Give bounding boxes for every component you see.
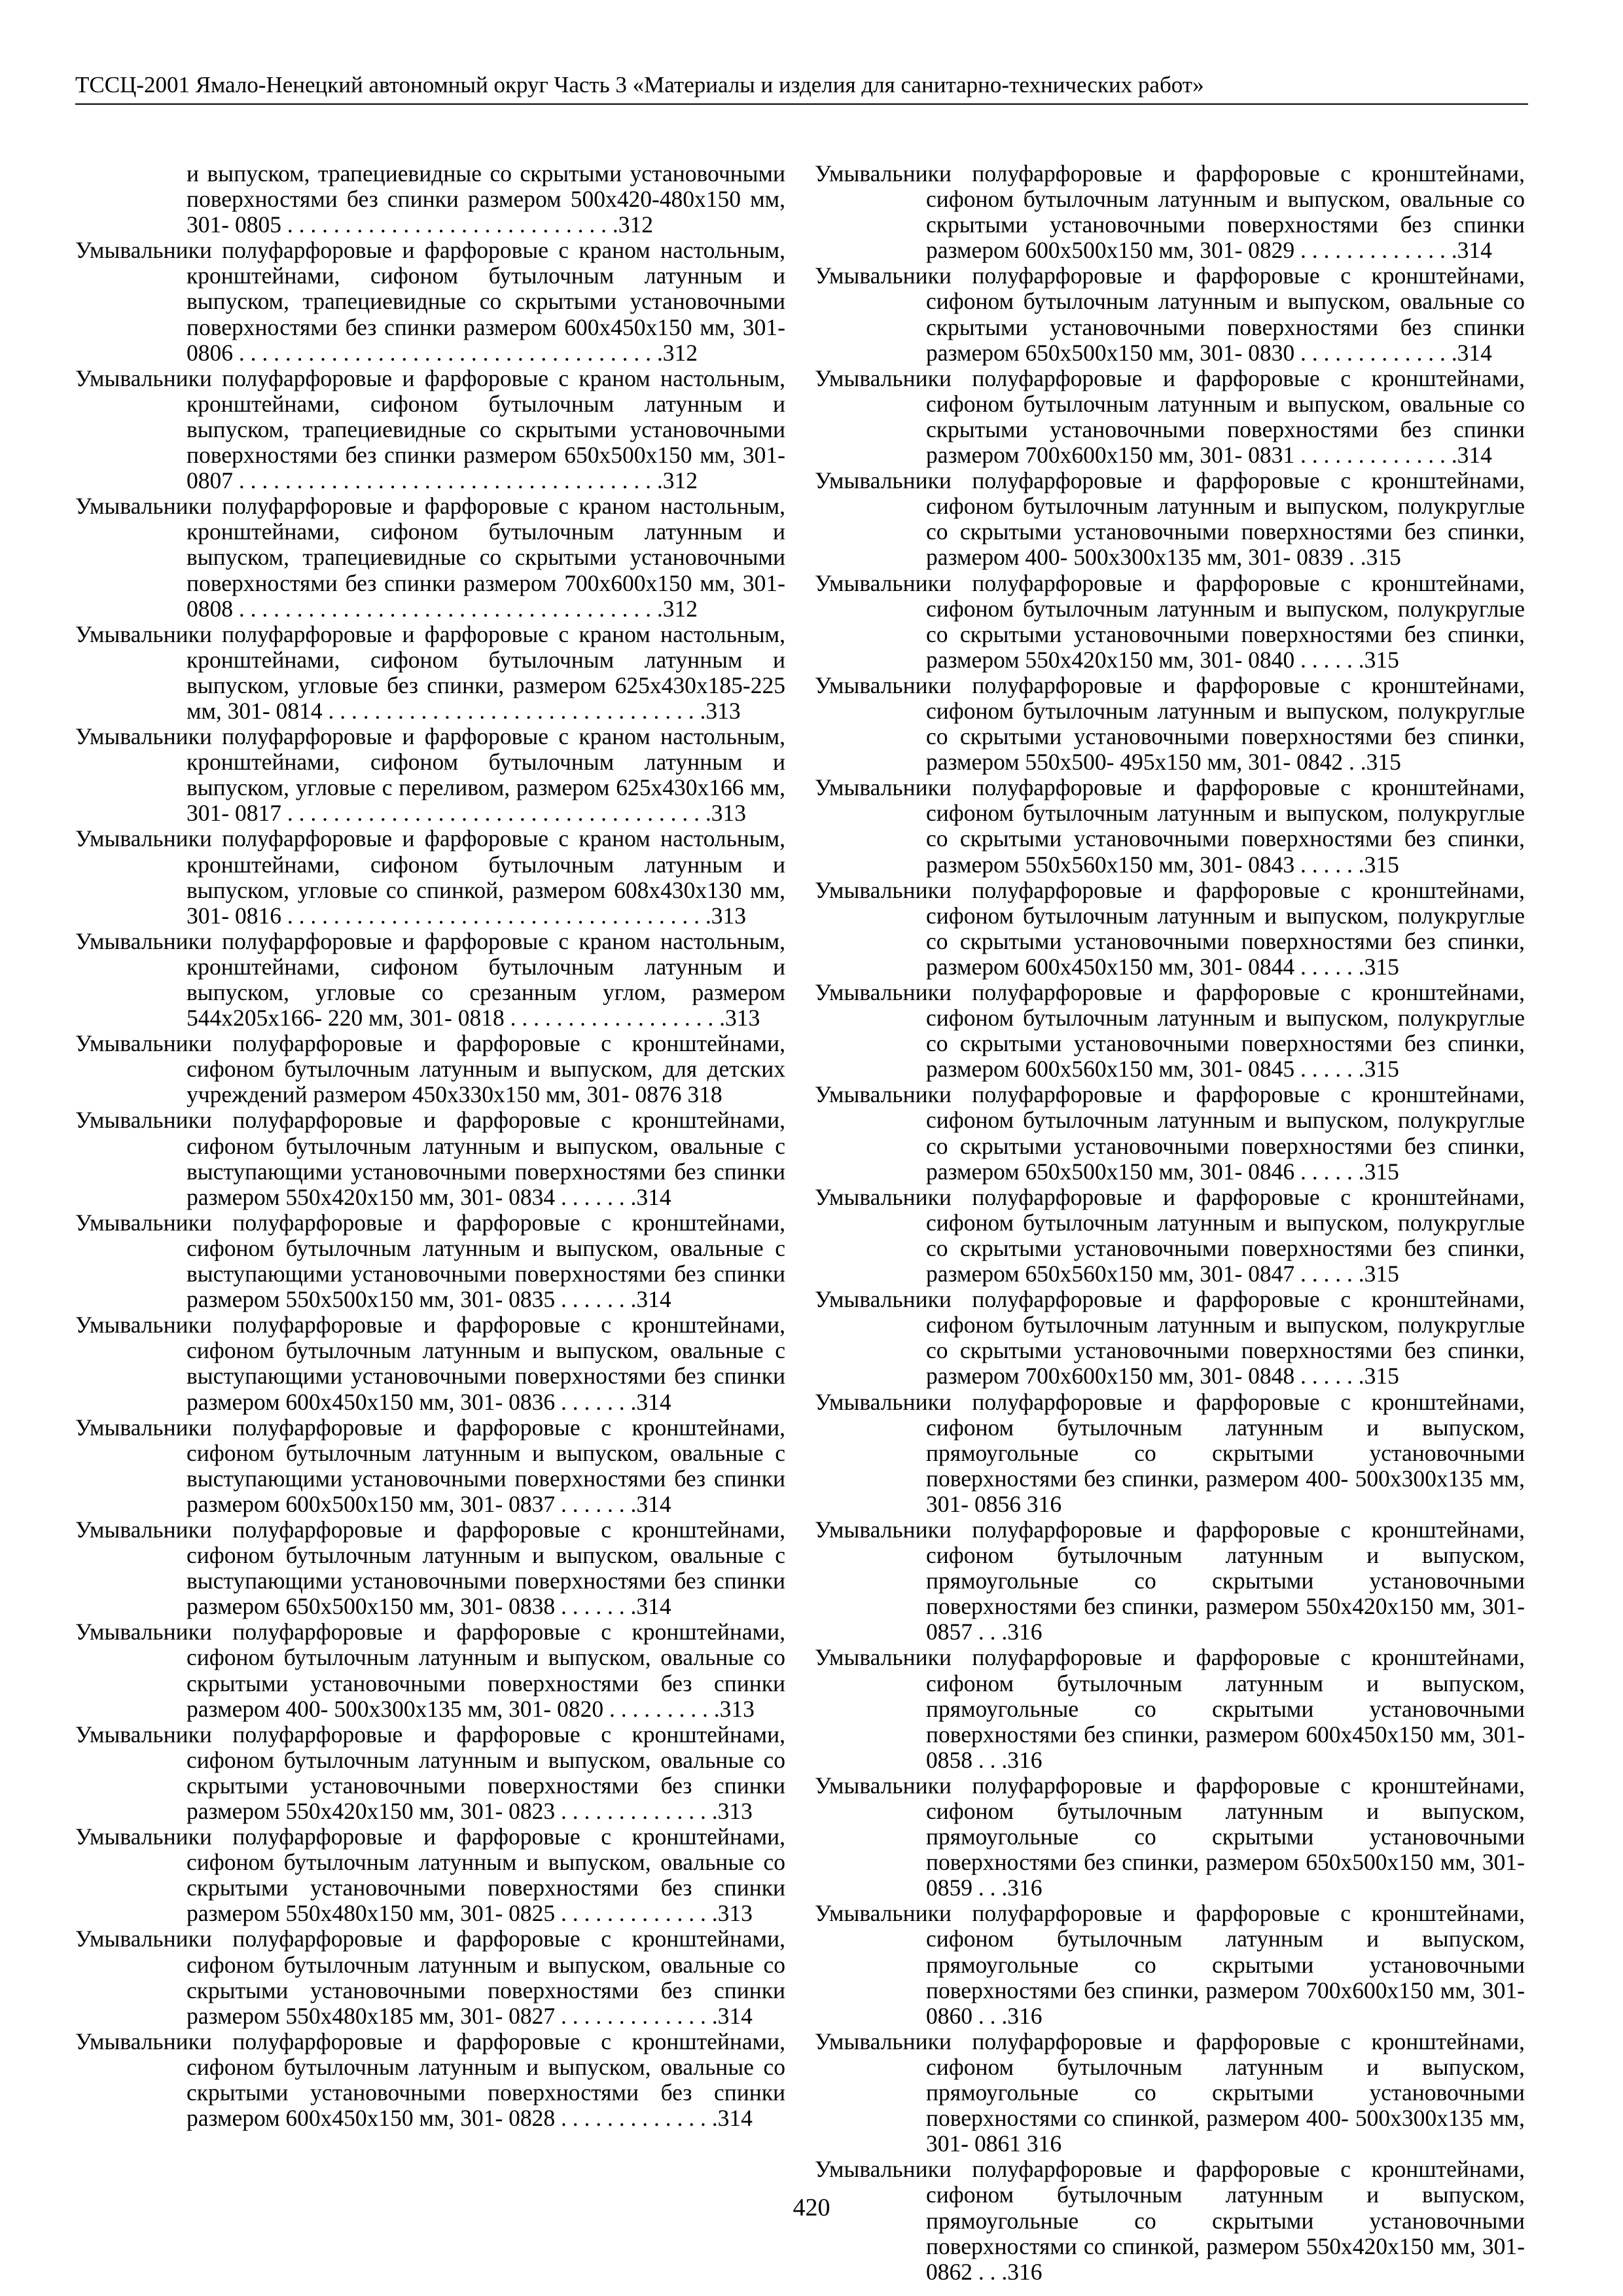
entry-text: Умывальники полуфарфоровые и фарфоровые с кронштейнами, сифоном бутылочным латунным и выпуском, прямоугольные со скрытыми установочными поверхностями со спинкой, размером 550х420х150 мм, 301- 0862 <box>815 2156 1525 2285</box>
entry-page-ref: 314 <box>1457 442 1492 469</box>
index-entry <box>815 980 1525 1082</box>
entry-text: Умывальники полуфарфоровые и фарфоровые с краном настольным, кронштейнами, сифоном бутылочным латунным и выпуском, трапециевидные со скрытыми установочными поверхностями без спинки размером 650х500х150 мм, 301- 0807 <box>75 365 785 494</box>
index-entry <box>75 929 785 1031</box>
index-entry <box>75 724 785 826</box>
entry-text: Умывальники полуфарфоровые и фарфоровые с кронштейнами, сифоном бутылочным латунным и выпуском, овальные со скрытыми установочными поверхностями без спинки размером 550х420х150 мм, 301- 0823 <box>75 1721 785 1824</box>
index-entry <box>815 1185 1525 1287</box>
index-entry <box>815 1773 1525 1901</box>
entry-text: Умывальники полуфарфоровые и фарфоровые с кронштейнами, сифоном бутылочным латунным и выпуском, овальные с выступающими установочными поверхностями без спинки размером 550х500х150 мм, 301- 0835 <box>75 1209 785 1313</box>
entry-page-ref: 314 <box>636 1183 671 1210</box>
entry-page-ref: 314 <box>636 1593 671 1620</box>
leader-dots: . . . . . . . . . . . . . . . . . . . . . . . . . . . . . . . . . . . . . <box>233 339 663 366</box>
leader-dots: . . . . . . <box>1294 1158 1364 1185</box>
entry-text: Умывальники полуфарфоровые и фарфоровые с кронштейнами, сифоном бутылочным латунным и выпуском, прямоугольные со скрытыми установочными поверхностями со спинкой, размером 400- 500х300х135 мм, 301- 0861 316 <box>815 2028 1525 2157</box>
entry-page-ref: 314 <box>636 1286 671 1313</box>
entry-text: Умывальники полуфарфоровые и фарфоровые с кронштейнами, сифоном бутылочным латунным и выпуском, овальные со скрытыми установочными поверхностями без спинки размером 550х480х150 мм, 301- 0825 <box>75 1823 785 1927</box>
leader-dots: . . <box>1343 749 1366 776</box>
leader-dots: . . . . . . <box>1294 646 1364 673</box>
leader-dots: . . . . . . . . . . . . . . <box>555 1900 718 1927</box>
index-entry <box>75 1210 785 1312</box>
index-entry <box>815 1390 1525 1517</box>
index-entry <box>75 238 785 365</box>
index-entry <box>75 366 785 493</box>
entry-page-ref: 315 <box>1364 1056 1399 1083</box>
entry-page-ref: 312 <box>618 211 653 238</box>
entry-page-ref: 314 <box>636 1490 671 1517</box>
leader-dots: . . . . . . . . . . . . . . <box>1294 237 1457 264</box>
entry-text: Умывальники полуфарфоровые и фарфоровые с кронштейнами, сифоном бутылочным латунным и выпуском, овальные со скрытыми установочными поверхностями без спинки размером 650х500х150 мм, 301- 0830 <box>815 262 1525 366</box>
page-header: ТССЦ-2001 Ямало-Ненецкий автономный округ Часть 3 «Материалы и изделия для санитарно-технических работ» <box>75 72 1204 98</box>
index-entry <box>815 673 1525 775</box>
entry-page-ref: 312 <box>662 339 698 366</box>
entry-text: Умывальники полуфарфоровые и фарфоровые с кронштейнами, сифоном бутылочным латунным и выпуском, прямоугольные со скрытыми установочными поверхностями без спинки, размером 650х500х150 мм, 301- 0859 <box>815 1772 1525 1901</box>
entry-page-ref: 314 <box>1457 237 1492 264</box>
entry-page-ref: 314 <box>717 2002 753 2029</box>
entry-page-ref: 315 <box>1364 646 1399 673</box>
entry-page-ref: 316 <box>1007 2258 1043 2285</box>
entry-text: Умывальники полуфарфоровые и фарфоровые с кронштейнами, сифоном бутылочным латунным и выпуском, овальные со скрытыми установочными поверхностями без спинки размером 600х500х150 мм, 301- 0829 <box>815 160 1525 264</box>
entry-page-ref: 312 <box>662 595 698 622</box>
leader-dots: . . . . . . . . . . . . . . . . . . . . . . . . . . . . . . . . . . . . . <box>281 902 711 929</box>
leader-dots: . . . . . . . <box>555 1490 637 1517</box>
index-entry <box>75 1517 785 1619</box>
right-column <box>815 161 1525 2285</box>
leader-dots: . . . . . . <box>1294 1056 1364 1083</box>
entry-page-ref: 316 <box>1007 1874 1043 1901</box>
entry-text: Умывальники полуфарфоровые и фарфоровые с краном настольным, кронштейнами, сифоном бутылочным латунным и выпуском, угловые со спинкой, размером 608х430х130 мм, 301- 0816 <box>75 825 785 929</box>
index-entry <box>815 1517 1525 1645</box>
leader-dots: . . . . . . . . . . . . . . <box>1294 339 1457 366</box>
leader-dots: . . . . . . <box>1294 851 1364 878</box>
leader-dots: . . . . . . . . . . . . . . <box>1294 442 1457 469</box>
index-entry <box>75 2029 785 2131</box>
entry-text: Умывальники полуфарфоровые и фарфоровые с краном настольным, кронштейнами, сифоном бутылочным латунным и выпуском, угловые с переливом, размером 625х430х166 мм, 301- 0817 <box>75 723 785 827</box>
entry-text: Умывальники полуфарфоровые и фарфоровые с кронштейнами, сифоном бутылочным латунным и выпуском, полукруглые со скрытыми установочными поверхностями без спинки, размером 550х500- 495х150 мм, 301- 0842 <box>815 672 1525 776</box>
entry-text: и выпуском, трапециевидные со скрытыми установочными поверхностями без спинки размером 500х420-480х150 мм, 301- 0805 <box>187 160 785 238</box>
leader-dots: . . . <box>972 1874 1008 1901</box>
index-entry <box>75 1107 785 1210</box>
index-entry <box>815 1645 1525 1772</box>
index-entry <box>75 493 785 621</box>
leader-dots: . . . . . . . . . . <box>603 1695 720 1722</box>
entry-page-ref: 313 <box>711 800 746 827</box>
index-entry <box>815 468 1525 570</box>
entry-text: Умывальники полуфарфоровые и фарфоровые с кронштейнами, сифоном бутылочным латунным и выпуском, прямоугольные со скрытыми установочными поверхностями без спинки, размером 400- 500х300х135 мм, 301- 0856 316 <box>815 1388 1525 1517</box>
entry-page-ref: 314 <box>717 2105 753 2132</box>
leader-dots: . . . <box>972 2002 1008 2029</box>
leader-dots: . . . . . . . . . . . . . . . . . . . . . . . . . . . . . . . . . <box>322 697 706 724</box>
header-divider <box>75 103 1528 105</box>
entry-text: Умывальники полуфарфоровые и фарфоровые с кронштейнами, сифоном бутылочным латунным и выпуском, полукруглые со скрытыми установочными поверхностями без спинки, размером 700х600х150 мм, 301- 0848 <box>815 1286 1525 1390</box>
leader-dots: . . . . . . . . . . . . . . . . . . . . . . . . . . . . . . . . . . . . . <box>281 800 711 827</box>
index-entry <box>815 161 1525 263</box>
leader-dots: . . . . . . . <box>555 1593 637 1620</box>
leader-dots: . . . . . . <box>1294 1261 1364 1287</box>
entry-text: Умывальники полуфарфоровые и фарфоровые с кронштейнами, сифоном бутылочным латунным и выпуском, полукруглые со скрытыми установочными поверхностями без спинки, размером 600х560х150 мм, 301- 0845 <box>815 979 1525 1083</box>
index-entry <box>815 1287 1525 1389</box>
leader-dots: . . . . . . . . . . . . . . . . . . . . . . . . . . . . . <box>281 211 618 238</box>
index-entry <box>815 1901 1525 2028</box>
entry-text: Умывальники полуфарфоровые и фарфоровые с кронштейнами, сифоном бутылочным латунным и выпуском, овальные со скрытыми установочными поверхностями без спинки размером 700х600х150 мм, 301- 0831 <box>815 365 1525 469</box>
index-entry <box>815 366 1525 468</box>
leader-dots: . . . . . . . . . . . . . . <box>555 2105 718 2132</box>
entry-text: Умывальники полуфарфоровые и фарфоровые с кронштейнами, сифоном бутылочным латунным и выпуском, овальные с выступающими установочными поверхностями без спинки размером 600х450х150 мм, 301- 0836 <box>75 1312 785 1415</box>
index-entry <box>75 1031 785 1107</box>
entry-text: Умывальники полуфарфоровые и фарфоровые с кронштейнами, сифоном бутылочным латунным и выпуском, полукруглые со скрытыми установочными поверхностями без спинки, размером 650х500х150 мм, 301- 0846 <box>815 1081 1525 1185</box>
index-entry <box>815 263 1525 365</box>
entry-text: Умывальники полуфарфоровые и фарфоровые с кронштейнами, сифоном бутылочным латунным и выпуском, для детских учреждений размером 450х330х150 мм, 301- 0876 318 <box>75 1030 785 1108</box>
entry-page-ref: 315 <box>1364 953 1399 980</box>
index-entry <box>75 1312 785 1414</box>
index-entry <box>75 622 785 724</box>
entry-page-ref: 315 <box>1364 851 1399 878</box>
entry-page-ref: 315 <box>1364 1158 1399 1185</box>
entry-text: Умывальники полуфарфоровые и фарфоровые с краном настольным, кронштейнами, сифоном бутылочным латунным и выпуском, трапециевидные со скрытыми установочными поверхностями без спинки размером 700х600х150 мм, 301- 0808 <box>75 493 785 622</box>
entry-text: Умывальники полуфарфоровые и фарфоровые с краном настольным, кронштейнами, сифоном бутылочным латунным и выпуском, угловые без спинки, размером 625х430х185-225 мм, 301- 0814 <box>75 620 785 724</box>
index-entry <box>75 161 785 238</box>
entry-page-ref: 316 <box>1007 1619 1043 1645</box>
entry-text: Умывальники полуфарфоровые и фарфоровые с кронштейнами, сифоном бутылочным латунным и выпуском, полукруглые со скрытыми установочными поверхностями без спинки, размером 550х560х150 мм, 301- 0843 <box>815 774 1525 878</box>
leader-dots: . . . . . . . <box>555 1183 637 1210</box>
entry-text: Умывальники полуфарфоровые и фарфоровые с краном настольным, кронштейнами, сифоном бутылочным латунным и выпуском, трапециевидные со скрытыми установочными поверхностями без спинки размером 600х450х150 мм, 301- 0806 <box>75 237 785 366</box>
entry-text: Умывальники полуфарфоровые и фарфоровые с краном настольным, кронштейнами, сифоном бутылочным латунным и выпуском, угловые со срезанным углом, размером 544х205х166- 220 мм, 301- 0818 <box>75 927 785 1031</box>
entry-page-ref: 316 <box>1007 1746 1043 1773</box>
entry-page-ref: 313 <box>717 1900 753 1927</box>
entry-page-ref: 313 <box>724 1005 760 1031</box>
index-entry <box>75 1926 785 2028</box>
entry-text: Умывальники полуфарфоровые и фарфоровые с кронштейнами, сифоном бутылочным латунным и выпуском, полукруглые со скрытыми установочными поверхностями без спинки, размером 650х560х150 мм, 301- 0847 <box>815 1183 1525 1287</box>
entry-text: Умывальники полуфарфоровые и фарфоровые с кронштейнами, сифоном бутылочным латунным и выпуском, полукруглые со скрытыми установочными поверхностями без спинки, размером 600х450х150 мм, 301- 0844 <box>815 876 1525 980</box>
entry-text: Умывальники полуфарфоровые и фарфоровые с кронштейнами, сифоном бутылочным латунным и выпуском, прямоугольные со скрытыми установочными поверхностями без спинки, размером 550х420х150 мм, 301- 0857 <box>815 1516 1525 1645</box>
leader-dots: . . . . . . . . . . . . . . . . . . . . . . . . . . . . . . . . . . . . . <box>233 595 663 622</box>
leader-dots: . . <box>1343 544 1366 571</box>
entry-page-ref: 313 <box>717 1798 753 1824</box>
entry-text: Умывальники полуфарфоровые и фарфоровые с кронштейнами, сифоном бутылочным латунным и выпуском, полукруглые со скрытыми установочными поверхностями без спинки, размером 400- 500х300х135 мм, 301- 0839 <box>815 467 1525 571</box>
entry-page-ref: 314 <box>1457 339 1492 366</box>
leader-dots: . . . <box>972 2258 1008 2285</box>
entry-text: Умывальники полуфарфоровые и фарфоровые с кронштейнами, сифоном бутылочным латунным и выпуском, овальные с выступающими установочными поверхностями без спинки размером 600х500х150 мм, 301- 0837 <box>75 1414 785 1517</box>
leader-dots: . . . . . . . . . . . . . . . . . . . . . . . . . . . . . . . . . . . . . <box>233 467 663 494</box>
leader-dots: . . . <box>972 1619 1008 1645</box>
entry-page-ref: 315 <box>1366 749 1401 776</box>
leader-dots: . . . . . . . <box>555 1388 637 1415</box>
leader-dots: . . . . . . . <box>555 1286 637 1313</box>
index-entry <box>75 1722 785 1824</box>
entry-page-ref: 313 <box>711 902 746 929</box>
entry-page-ref: 316 <box>1007 2002 1043 2029</box>
entry-page-ref: 312 <box>662 467 698 494</box>
entry-page-ref: 313 <box>719 1695 755 1722</box>
index-entry <box>75 1824 785 1926</box>
leader-dots: . . . <box>972 1746 1008 1773</box>
index-entry <box>815 571 1525 673</box>
left-column <box>75 161 785 2131</box>
page-number: 420 <box>793 2194 830 2221</box>
leader-dots: . . . . . . . . . . . . . . <box>555 2002 718 2029</box>
leader-dots: . . . . . . <box>1294 1363 1364 1390</box>
entry-page-ref: 315 <box>1366 544 1401 571</box>
index-entry <box>815 1082 1525 1184</box>
index-entry <box>75 1619 785 1721</box>
index-entry <box>75 826 785 928</box>
entry-text: Умывальники полуфарфоровые и фарфоровые с кронштейнами, сифоном бутылочным латунным и выпуском, полукруглые со скрытыми установочными поверхностями без спинки, размером 550х420х150 мм, 301- 0840 <box>815 569 1525 673</box>
entry-page-ref: 315 <box>1364 1363 1399 1390</box>
entry-text: Умывальники полуфарфоровые и фарфоровые с кронштейнами, сифоном бутылочным латунным и выпуском, овальные со скрытыми установочными поверхностями без спинки размером 400- 500х300х135 мм, 301- 0820 <box>75 1619 785 1722</box>
leader-dots: . . . . . . <box>1294 953 1364 980</box>
entry-text: Умывальники полуфарфоровые и фарфоровые с кронштейнами, сифоном бутылочным латунным и выпуском, прямоугольные со скрытыми установочными поверхностями без спинки, размером 600х450х150 мм, 301- 0858 <box>815 1644 1525 1773</box>
entry-page-ref: 315 <box>1364 1261 1399 1287</box>
index-entry <box>75 1415 785 1517</box>
index-entry <box>815 2029 1525 2157</box>
entry-text: Умывальники полуфарфоровые и фарфоровые с кронштейнами, сифоном бутылочным латунным и выпуском, овальные с выступающими установочными поверхностями без спинки размером 550х420х150 мм, 301- 0834 <box>75 1107 785 1210</box>
entry-text: Умывальники полуфарфоровые и фарфоровые с кронштейнами, сифоном бутылочным латунным и выпуском, овальные со скрытыми установочными поверхностями без спинки размером 550х480х185 мм, 301- 0827 <box>75 1926 785 2029</box>
leader-dots: . . . . . . . . . . . . . . <box>555 1798 718 1824</box>
entry-page-ref: 314 <box>636 1388 671 1415</box>
leader-dots: . . . . . . . . . . . . . . . . . . . <box>504 1005 725 1031</box>
entry-text: Умывальники полуфарфоровые и фарфоровые с кронштейнами, сифоном бутылочным латунным и выпуском, прямоугольные со скрытыми установочными поверхностями без спинки, размером 700х600х150 мм, 301- 0860 <box>815 1900 1525 2029</box>
entry-text: Умывальники полуфарфоровые и фарфоровые с кронштейнами, сифоном бутылочным латунным и выпуском, овальные со скрытыми установочными поверхностями без спинки размером 600х450х150 мм, 301- 0828 <box>75 2028 785 2132</box>
entry-text: Умывальники полуфарфоровые и фарфоровые с кронштейнами, сифоном бутылочным латунным и выпуском, овальные с выступающими установочными поверхностями без спинки размером 650х500х150 мм, 301- 0838 <box>75 1516 785 1620</box>
index-entry <box>815 775 1525 877</box>
index-entry <box>815 878 1525 980</box>
entry-page-ref: 313 <box>705 697 741 724</box>
